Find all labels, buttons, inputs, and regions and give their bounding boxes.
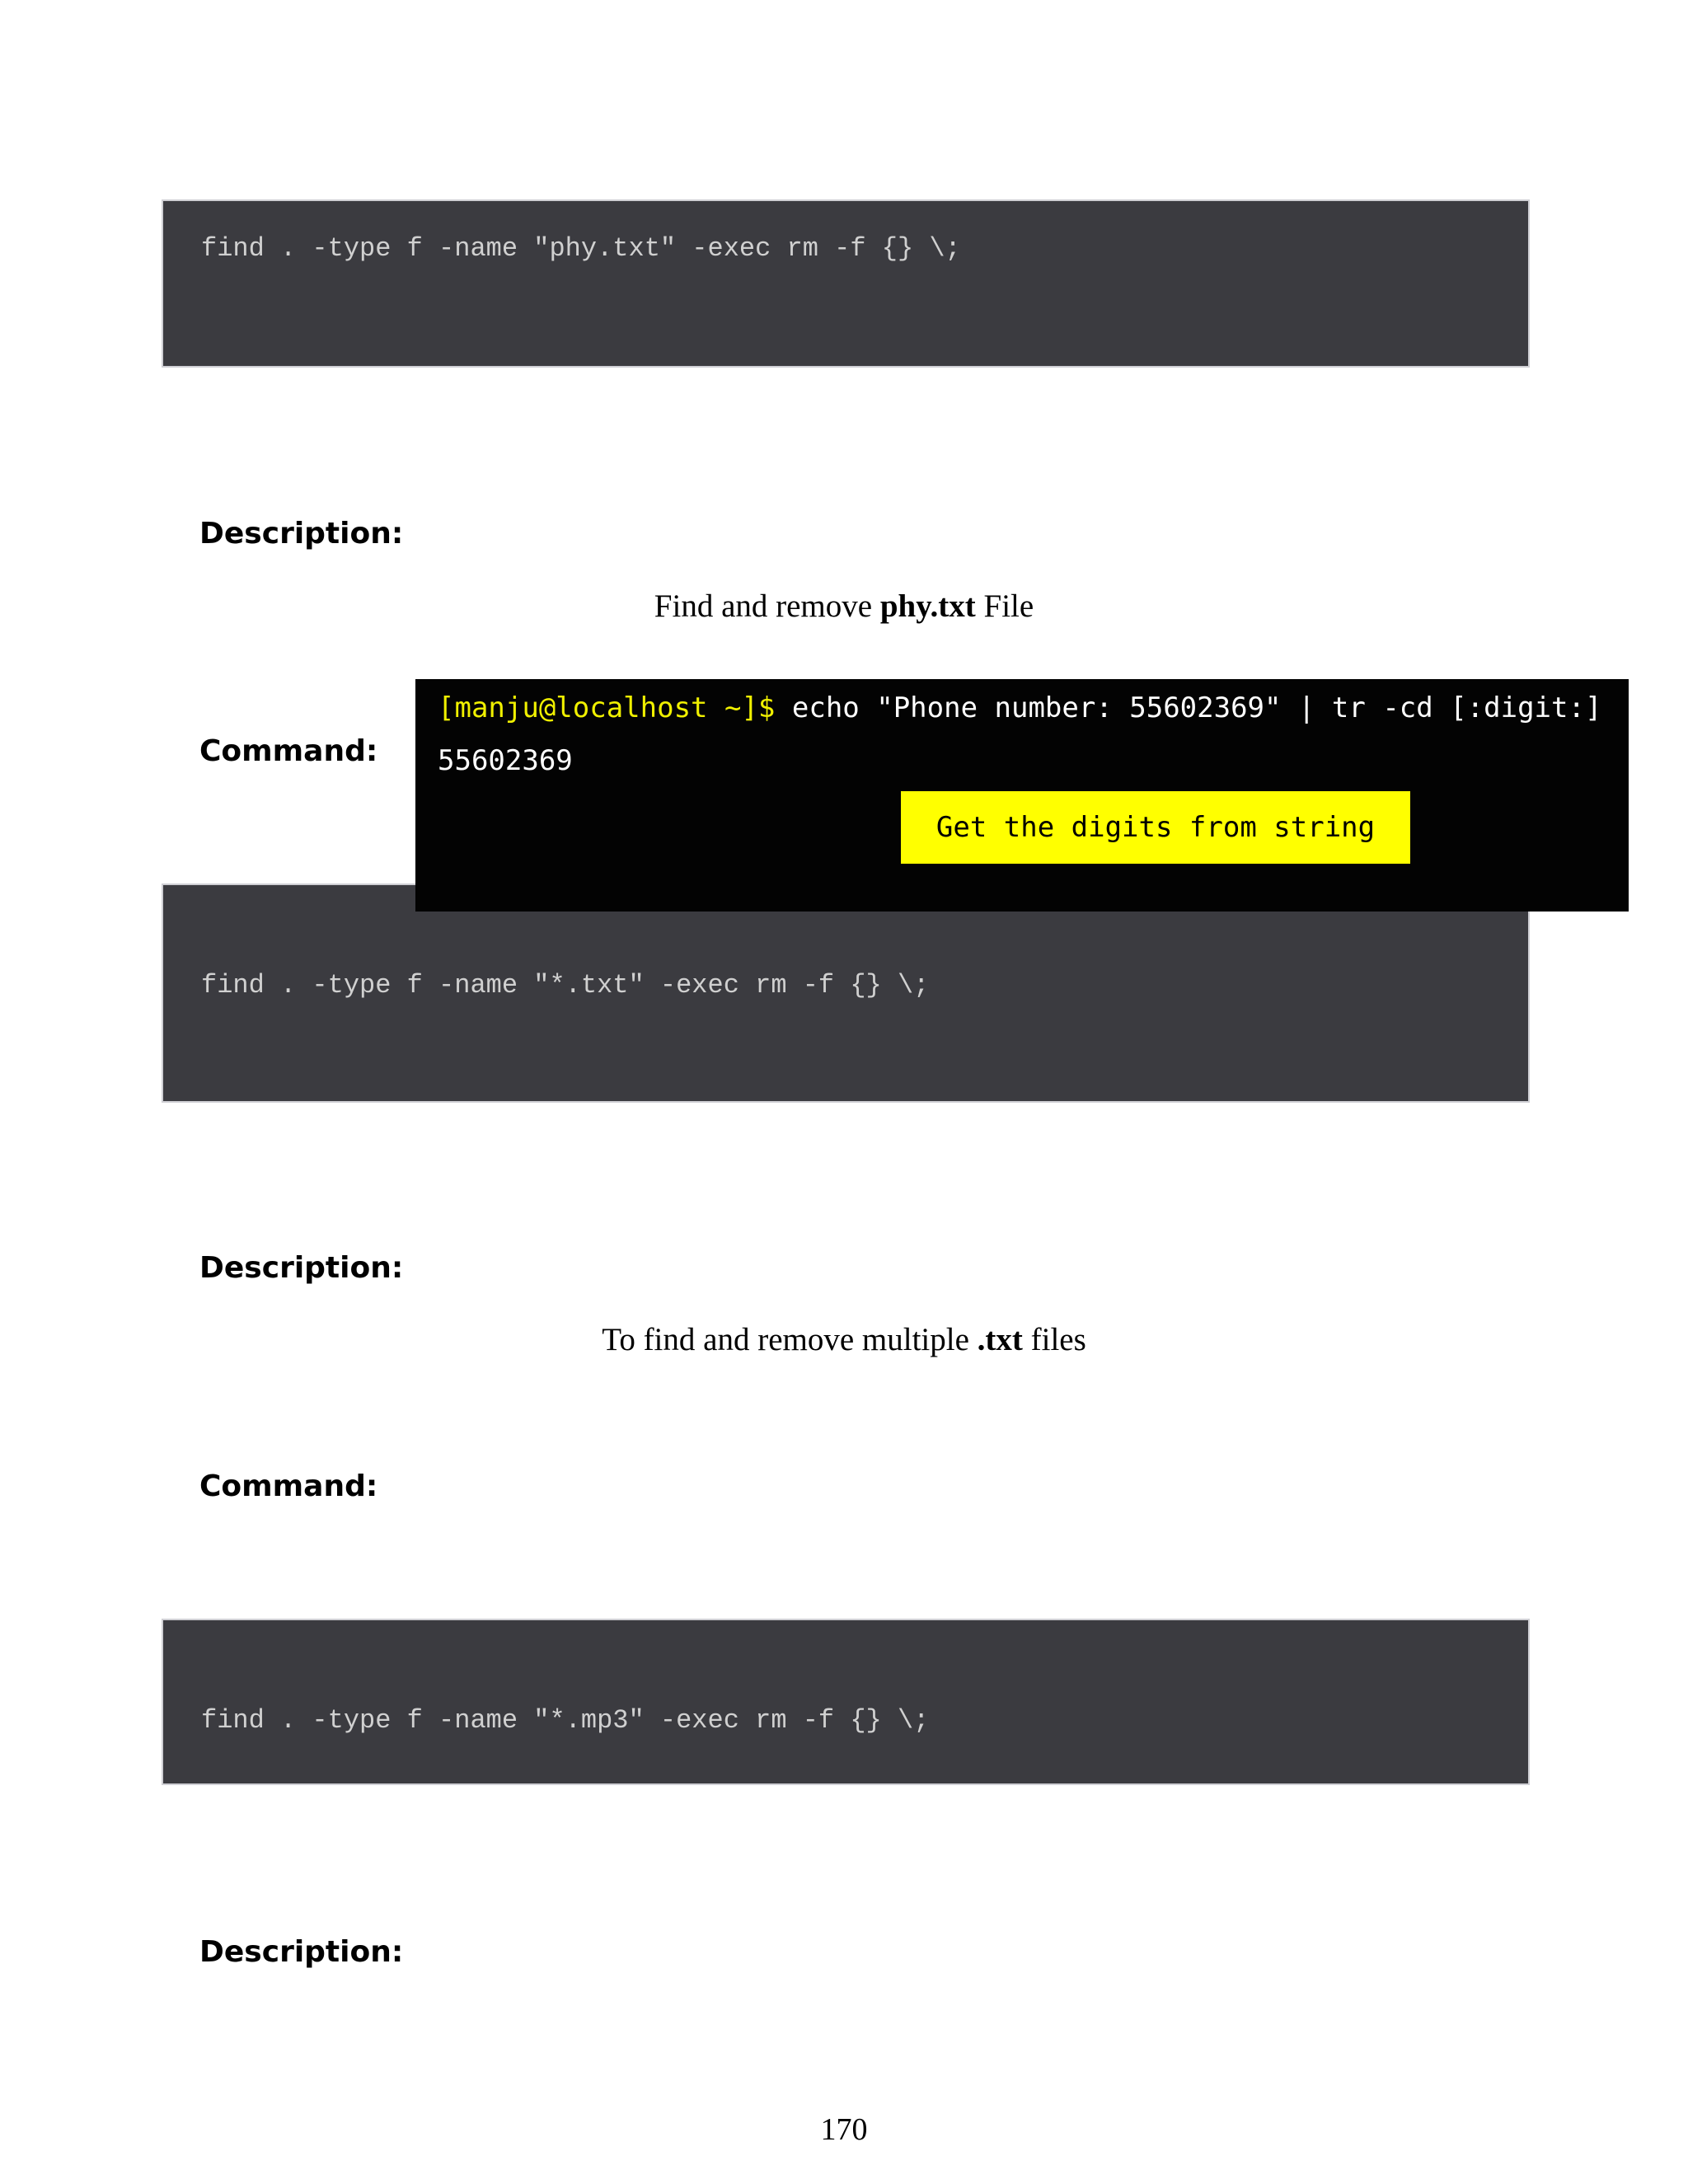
command-label-2: Command:	[199, 1469, 378, 1503]
terminal-screenshot	[415, 679, 1629, 912]
description-text-1-post: File	[975, 588, 1034, 624]
description-label-1: Description:	[199, 517, 404, 551]
description-text-2	[0, 1324, 1688, 1356]
code-text-2: find . -type f -name "*.txt" -exec rm -f {} \;	[201, 970, 930, 1001]
description-text-2-pre: To find and remove multiple	[602, 1322, 978, 1357]
terminal-output: 55602369	[438, 744, 573, 777]
terminal-highlight-note: Get the digits from string	[901, 791, 1410, 864]
description-text-1	[0, 590, 1688, 622]
description-label-3: Description:	[199, 1935, 404, 1969]
command-label-1: Command:	[199, 734, 378, 768]
description-text-1-bold: phy.txt	[879, 588, 976, 624]
terminal-command: echo "Phone number: 55602369" | tr -cd [:digit:]	[775, 691, 1602, 724]
code-block-2	[162, 883, 1530, 1103]
description-text-2-bold: .txt	[977, 1322, 1023, 1357]
code-text-1: find . -type f -name "phy.txt" -exec rm -f {} \;	[201, 233, 961, 264]
code-text-3: find . -type f -name "*.mp3" -exec rm -f {} \;	[201, 1705, 930, 1736]
description-text-2-post: files	[1022, 1322, 1086, 1357]
code-block-3	[162, 1619, 1530, 1785]
description-label-2: Description:	[199, 1251, 404, 1285]
description-text-1-pre: Find and remove	[654, 588, 880, 624]
terminal-command-line	[438, 691, 1602, 724]
terminal-prompt: [manju@localhost ~]$	[438, 691, 776, 724]
page-number: 170	[820, 2112, 868, 2147]
code-block-1	[162, 199, 1530, 368]
